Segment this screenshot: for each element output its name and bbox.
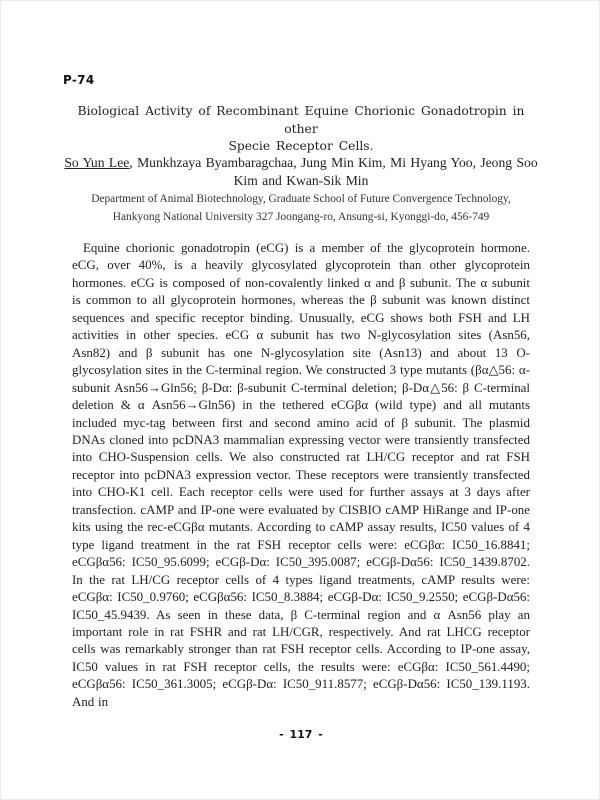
presenting-author: So Yun Lee — [64, 155, 130, 170]
author-list — [61, 154, 541, 190]
paper-title — [61, 103, 541, 156]
affiliation — [61, 190, 541, 226]
title-line-1: Biological Activity of Recombinant Equine Chorionic Gonadotropin in other — [77, 104, 525, 136]
affiliation-line-2: Hankyong National University 327 Joongang-ro, Ansung-si, Kyonggi-do, 456-749 — [112, 211, 490, 223]
affiliation-line-1: Department of Animal Biotechnology, Graduate School of Future Convergence Technology, — [91, 193, 511, 205]
co-authors: , Munkhzaya Byambaragchaa, Jung Min Kim, Mi Hyang Yoo, Jeong Soo Kim and Kwan-Sik Min — [129, 155, 538, 188]
abstract-body: Equine chorionic gonadotropin (eCG) is a member of the glycoprotein hormone. eCG, over 40%, is a heavily glycosylated glycoprotein than other glycoprotein hormones. eCG is composed of non-covalently linked α and β subunit. The α subunit is common to all glycoprotein hormones, whereas the β subunit was known distinct sequences and specific receptor binding. Unusually, eCG shows both FSH and LH activities in other species. eCG α subunit has two N-glycosylation sites (Asn56, Asn82) and β subunit has one N-glycosylation site (Asn13) and about 13 O-glycosylation sites in the C-terminal region. We constructed 3 type mutants (βα△56: α-subunit Asn56→Gln56; β-Dα: β-subunit C-terminal deletion; β-Dα△56: β C-terminal deletion & α Asn56→Gln56) in the tethered eCGβα (wild type) and all mutants included myc-tag between first and second amino acid of β subunit. The plasmid DNAs cloned into pcDNA3 mammalian expressing vector were transiently transfected into CHO-Suspension cells. We also constructed rat LH/CG receptor and rat FSH receptor into pcDNA3 expression vector. These receptors were transiently transfected into CHO-K1 cell. Each receptor cells were used for further assays at 3 days after transfection. cAMP and IP-one were evaluated by CISBIO cAMP HiRange and IP-one kits using the rec-eCGβα mutants. According to cAMP assay results, IC50 values of 4 type ligand treatment in the rat FSH receptor cells were: eCGβα: IC50_16.8841; eCGβα56: IC50_95.6099; eCGβ-Dα: IC50_395.0087; eCGβ-Dα56: IC50_1439.8702. In the rat LH/CG receptor cells of 4 types ligand treatments, cAMP results were: eCGβα: IC50_0.9760; eCGβα56: IC50_8.3884; eCGβ-Dα: IC50_9.2550; eCGβ-Dα56: IC50_45.9439. As seen in these data, β C-terminal region and α Asn56 play an important role in rat FSHR and rat LH/CGR, respectively. And rat LHCG receptor cells was remarkably stronger than rat FSH receptor cells. According to IP-one assay, IC50 values in rat FSH receptor cells, the results were: eCGβα: IC50_561.4490; eCGβα56: IC50_361.3005; eCGβ-Dα: IC50_911.8577; eCGβ-Dα56: IC50_139.1193. And in — [72, 240, 530, 709]
page-number: - 117 - — [279, 728, 323, 741]
poster-code: P-74 — [63, 73, 95, 87]
title-line-2: Specie Receptor Cells. — [228, 139, 374, 153]
